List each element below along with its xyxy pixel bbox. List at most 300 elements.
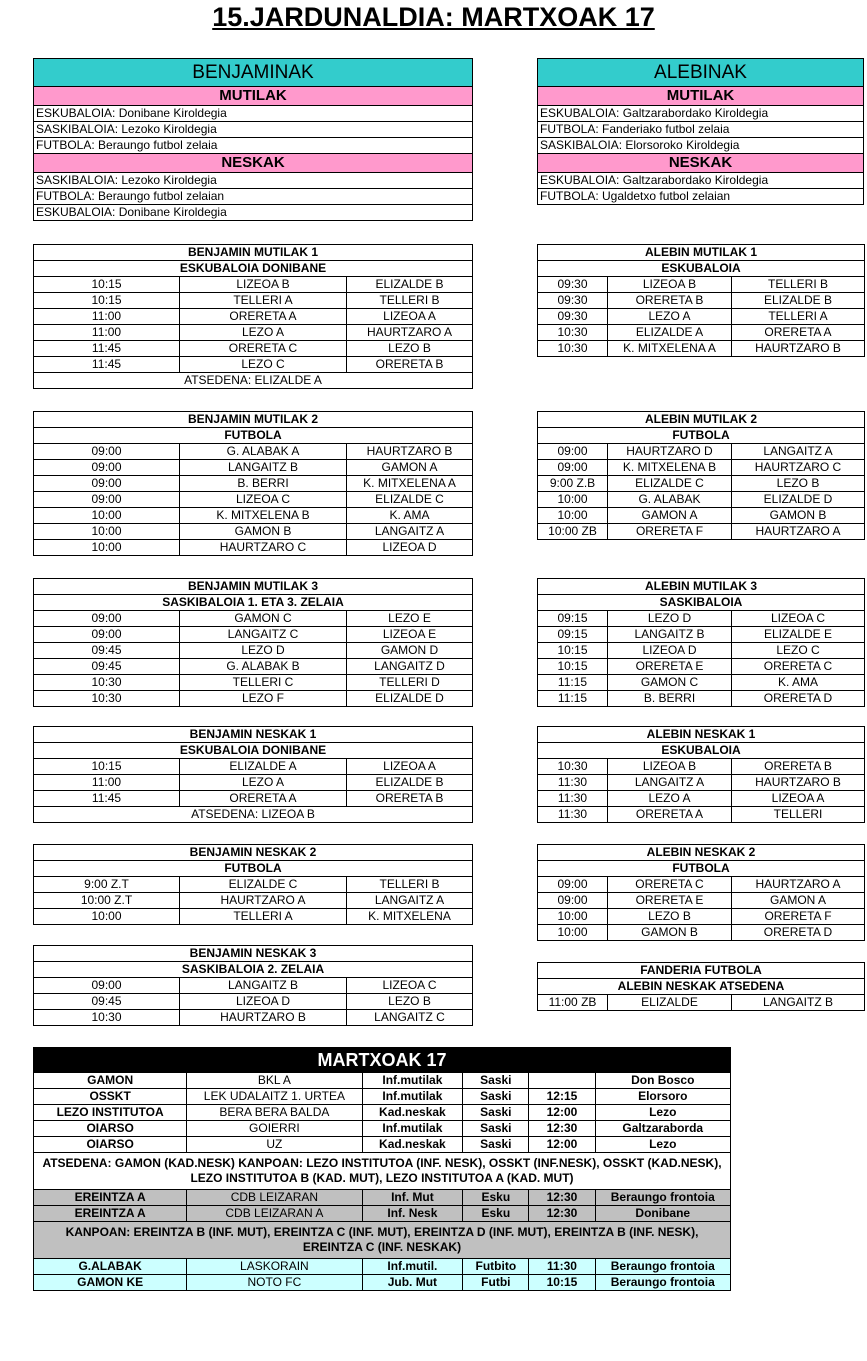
match-row: [538, 995, 865, 1011]
schedule-benjamin-mutilak-2: [33, 411, 473, 556]
away-team: LANGAITZ D: [347, 659, 473, 675]
schedule-benjamin-neskak-3: [33, 945, 473, 1026]
match-row: [34, 877, 473, 893]
match-row: [538, 460, 865, 476]
match-time: 09:45: [34, 659, 180, 675]
match-row: [538, 759, 865, 775]
match-row: [538, 611, 865, 627]
home-team: HAURTZARO A: [180, 893, 347, 909]
schedule-venue: FUTBOLA: [34, 861, 473, 877]
match-time: 10:00: [34, 909, 180, 925]
match-time: 09:00: [538, 877, 608, 893]
schedule-footer: ATSEDENA: ELIZALDE A: [34, 373, 473, 389]
home-team: OIARSO: [34, 1121, 187, 1137]
match-time: 09:15: [538, 611, 608, 627]
schedule-title: BENJAMIN MUTILAK 2: [34, 412, 473, 428]
match-row: [34, 524, 473, 540]
match-time: 10:30: [34, 691, 180, 707]
away-team: ELIZALDE D: [347, 691, 473, 707]
schedule-title: ALEBIN NESKAK 1: [538, 727, 865, 743]
home-team: LIZEOA B: [608, 759, 732, 775]
home-team: GAMON B: [180, 524, 347, 540]
fixture-row: [34, 1089, 731, 1105]
sport: Saski: [463, 1121, 529, 1137]
schedule-benjamin-neskak-2: [33, 844, 473, 925]
match-row: [34, 309, 473, 325]
schedule-alebin-mutilak-3: [537, 578, 865, 707]
home-team: ELIZALDE A: [180, 759, 347, 775]
match-time: 09:15: [538, 627, 608, 643]
match-row: [34, 978, 473, 994]
schedule-alebin-neskak-1: [537, 726, 865, 823]
home-team: GAMON KE: [34, 1275, 187, 1291]
away-team: HAURTZARO B: [732, 775, 865, 791]
match-row: [538, 444, 865, 460]
away-team: LIZEOA D: [347, 540, 473, 556]
sport: Saski: [463, 1137, 529, 1153]
match-row: [538, 877, 865, 893]
home-team: ORERETA E: [608, 893, 732, 909]
away-team: LANGAITZ B: [732, 995, 865, 1011]
schedule-venue: FUTBOLA: [538, 861, 865, 877]
match-row: [34, 293, 473, 309]
home-team: ORERETA C: [608, 877, 732, 893]
home-team: ELIZALDE C: [180, 877, 347, 893]
away-team: HAURTZARO B: [347, 444, 473, 460]
away-team: CDB LEIZARAN A: [187, 1206, 362, 1222]
away-team: TELLERI A: [732, 309, 865, 325]
schedule-venue: ALEBIN NESKAK ATSEDENA: [538, 979, 865, 995]
schedule-title: BENJAMIN MUTILAK 3: [34, 579, 473, 595]
match-row: [538, 659, 865, 675]
home-team: OSSKT: [34, 1089, 187, 1105]
fixture-row: [34, 1073, 731, 1089]
fixture-row: [34, 1105, 731, 1121]
match-time: 10:00: [538, 909, 608, 925]
schedule-fanderia-futbola: [537, 962, 865, 1011]
schedule-venue: SASKIBALOIA 1. ETA 3. ZELAIA: [34, 595, 473, 611]
away-team: TELLERI B: [732, 277, 865, 293]
match-time: 12:00: [529, 1105, 595, 1121]
home-team: LEZO F: [180, 691, 347, 707]
sport: Saski: [463, 1105, 529, 1121]
away-team: ELIZALDE B: [347, 277, 473, 293]
away-team: LASKORAIN: [187, 1259, 362, 1275]
away-team: LIZEOA A: [347, 309, 473, 325]
match-time: 10:00: [538, 492, 608, 508]
away-team: HAURTZARO A: [732, 524, 865, 540]
home-team: LIZEOA B: [608, 277, 732, 293]
home-team: LEZO INSTITUTOA: [34, 1105, 187, 1121]
sport: Saski: [463, 1073, 529, 1089]
match-time: 12:00: [529, 1137, 595, 1153]
away-team: GAMON A: [732, 893, 865, 909]
away-team: K. MITXELENA: [347, 909, 473, 925]
away-team: ORERETA C: [732, 659, 865, 675]
category: Inf. Nesk: [362, 1206, 463, 1222]
match-time: 11:15: [538, 675, 608, 691]
schedule-venue: SASKIBALOIA 2. ZELAIA: [34, 962, 473, 978]
match-time: 09:00: [34, 476, 180, 492]
home-team: LEZO A: [180, 325, 347, 341]
match-time: 09:00: [34, 978, 180, 994]
home-team: B. BERRI: [608, 691, 732, 707]
match-time: 09:00: [538, 460, 608, 476]
venue-item: SASKIBALOIA: Lezoko Kiroldegia: [34, 122, 473, 138]
away-team: LANGAITZ A: [732, 444, 865, 460]
match-time: 09:45: [34, 643, 180, 659]
schedule-title: BENJAMIN MUTILAK 1: [34, 245, 473, 261]
home-team: G.ALABAK: [34, 1259, 187, 1275]
match-row: [538, 627, 865, 643]
match-row: [538, 893, 865, 909]
away-team: ORERETA D: [732, 691, 865, 707]
home-team: G. ALABAK B: [180, 659, 347, 675]
match-row: [34, 460, 473, 476]
schedule-alebin-mutilak-1: [537, 244, 865, 357]
match-time: 12:15: [529, 1089, 595, 1105]
home-team: LEZO B: [608, 909, 732, 925]
match-time: 10:00: [34, 524, 180, 540]
match-time: [529, 1073, 595, 1089]
match-row: [538, 508, 865, 524]
match-row: [538, 675, 865, 691]
page-title: 15.JARDUNALDIA: MARTXOAK 17: [212, 2, 655, 32]
match-row: [538, 277, 865, 293]
match-row: [34, 627, 473, 643]
home-team: LIZEOA B: [180, 277, 347, 293]
away-team: HAURTZARO B: [732, 341, 865, 357]
away-team: LEK UDALAITZ 1. URTEA: [187, 1089, 362, 1105]
match-row: [34, 508, 473, 524]
category: Inf. Mut: [362, 1190, 463, 1206]
match-row: [538, 524, 865, 540]
home-team: LANGAITZ C: [180, 627, 347, 643]
away-team: LIZEOA C: [732, 611, 865, 627]
schedule-venue: FUTBOLA: [34, 428, 473, 444]
match-row: [538, 925, 865, 941]
away-team: HAURTZARO A: [732, 877, 865, 893]
away-team: CDB LEIZARAN: [187, 1190, 362, 1206]
away-team: ORERETA B: [732, 759, 865, 775]
home-team: G. ALABAK: [608, 492, 732, 508]
match-time: 11:45: [34, 357, 180, 373]
match-time: 09:30: [538, 277, 608, 293]
home-team: LANGAITZ B: [180, 978, 347, 994]
away-team: LANGAITZ A: [347, 893, 473, 909]
schedule-title: BENJAMIN NESKAK 3: [34, 946, 473, 962]
sport: Futbito: [463, 1259, 529, 1275]
schedule-title: BENJAMIN NESKAK 1: [34, 727, 473, 743]
away-team: ELIZALDE D: [732, 492, 865, 508]
category: Inf.mutil.: [362, 1259, 463, 1275]
match-time: 10:15: [34, 277, 180, 293]
venue-item: FUTBOLA: Beraungo futbol zelaia: [34, 138, 473, 154]
match-time: 11:00: [34, 309, 180, 325]
benjaminak-venues: [33, 58, 473, 221]
home-team: LANGAITZ A: [608, 775, 732, 791]
venue-item: FUTBOLA: Ugaldetxo futbol zelaian: [538, 189, 864, 205]
match-time: 11:45: [34, 791, 180, 807]
match-row: [538, 341, 865, 357]
location: Lezo: [595, 1137, 730, 1153]
home-team: LANGAITZ B: [180, 460, 347, 476]
match-time: 10:30: [34, 675, 180, 691]
fixture-row: [34, 1206, 731, 1222]
away-team: UZ: [187, 1137, 362, 1153]
match-row: [34, 444, 473, 460]
away-team: GAMON A: [347, 460, 473, 476]
home-team: LIZEOA C: [180, 492, 347, 508]
category: Kad.neskak: [362, 1105, 463, 1121]
home-team: EREINTZA A: [34, 1190, 187, 1206]
home-team: EREINTZA A: [34, 1206, 187, 1222]
home-team: HAURTZARO D: [608, 444, 732, 460]
match-row: [34, 675, 473, 691]
match-time: 10:00: [538, 508, 608, 524]
match-row: [34, 357, 473, 373]
match-row: [34, 540, 473, 556]
away-team: K. MITXELENA A: [347, 476, 473, 492]
away-team: TELLERI B: [347, 877, 473, 893]
match-time: 10:00: [538, 925, 608, 941]
schedule-title: FANDERIA FUTBOLA: [538, 963, 865, 979]
away-team: LEZO B: [347, 341, 473, 357]
away-team: LIZEOA C: [347, 978, 473, 994]
away-team: ELIZALDE C: [347, 492, 473, 508]
schedule-title: BENJAMIN NESKAK 2: [34, 845, 473, 861]
schedule-venue: FUTBOLA: [538, 428, 865, 444]
category: Kad.neskak: [362, 1137, 463, 1153]
alebinak-header: ALEBINAK: [538, 59, 864, 87]
martxoak-header: MARTXOAK 17: [34, 1048, 731, 1073]
home-team: HAURTZARO B: [180, 1010, 347, 1026]
category: Jub. Mut: [362, 1275, 463, 1291]
fixture-row: [34, 1121, 731, 1137]
match-time: 12:30: [529, 1190, 595, 1206]
away-team: ORERETA F: [732, 909, 865, 925]
match-time: 10:00: [34, 508, 180, 524]
sport: Esku: [463, 1190, 529, 1206]
home-team: LEZO D: [608, 611, 732, 627]
match-time: 09:00: [34, 492, 180, 508]
home-team: OIARSO: [34, 1137, 187, 1153]
home-team: LANGAITZ B: [608, 627, 732, 643]
location: Donibane: [595, 1206, 730, 1222]
home-team: ORERETA E: [608, 659, 732, 675]
match-row: [34, 277, 473, 293]
away-team: NOTO FC: [187, 1275, 362, 1291]
schedule-venue: SASKIBALOIA: [538, 595, 865, 611]
home-team: LEZO C: [180, 357, 347, 373]
alebinak-neskak-label: NESKAK: [538, 154, 864, 173]
match-time: 10:15: [34, 759, 180, 775]
match-row: [34, 643, 473, 659]
match-time: 10:30: [34, 1010, 180, 1026]
home-team: GAMON: [34, 1073, 187, 1089]
match-row: [34, 893, 473, 909]
match-time: 10:15: [538, 659, 608, 675]
match-time: 11:45: [34, 341, 180, 357]
away-team: ORERETA A: [732, 325, 865, 341]
match-time: 10:00: [34, 540, 180, 556]
match-time: 09:00: [34, 460, 180, 476]
home-team: ORERETA A: [180, 309, 347, 325]
match-row: [34, 325, 473, 341]
away-team: GOIERRI: [187, 1121, 362, 1137]
benjaminak-mutilak-label: MUTILAK: [34, 87, 473, 106]
home-team: GAMON A: [608, 508, 732, 524]
schedule-title: ALEBIN MUTILAK 2: [538, 412, 865, 428]
match-row: [538, 476, 865, 492]
home-team: ORERETA F: [608, 524, 732, 540]
away-team: ELIZALDE E: [732, 627, 865, 643]
match-time: 09:00: [538, 893, 608, 909]
category: Inf.mutilak: [362, 1089, 463, 1105]
away-team: LIZEOA E: [347, 627, 473, 643]
match-time: 10:15: [538, 643, 608, 659]
match-time: 11:00: [34, 325, 180, 341]
match-time: 09:00: [538, 444, 608, 460]
away-team: TELLERI D: [347, 675, 473, 691]
home-team: LEZO A: [608, 309, 732, 325]
away-team: LEZO B: [347, 994, 473, 1010]
home-team: LEZO A: [180, 775, 347, 791]
match-row: [34, 791, 473, 807]
match-row: [538, 909, 865, 925]
match-row: [34, 611, 473, 627]
fixture-note: KANPOAN: EREINTZA B (INF. MUT), EREINTZA C (INF. MUT), EREINTZA D (INF. MUT), EREINTZA B (INF. NESK), EREINTZA C (INF. NESKAK): [34, 1222, 731, 1259]
home-team: GAMON C: [608, 675, 732, 691]
venue-item: SASKIBALOIA: Lezoko Kiroldegia: [34, 173, 473, 189]
away-team: LEZO C: [732, 643, 865, 659]
match-time: 10:30: [538, 325, 608, 341]
match-time: 12:30: [529, 1121, 595, 1137]
match-time: 09:00: [34, 627, 180, 643]
away-team: LEZO E: [347, 611, 473, 627]
away-team: LIZEOA A: [347, 759, 473, 775]
home-team: B. BERRI: [180, 476, 347, 492]
fixture-row: [34, 1259, 731, 1275]
home-team: GAMON B: [608, 925, 732, 941]
match-time: 10:30: [538, 341, 608, 357]
home-team: TELLERI A: [180, 293, 347, 309]
home-team: ORERETA A: [608, 807, 732, 823]
away-team: K. AMA: [732, 675, 865, 691]
match-row: [34, 691, 473, 707]
match-row: [538, 325, 865, 341]
venue-item: FUTBOLA: Beraungo futbol zelaian: [34, 189, 473, 205]
match-row: [538, 492, 865, 508]
home-team: TELLERI A: [180, 909, 347, 925]
schedule-venue: ESKUBALOIA DONIBANE: [34, 743, 473, 759]
match-time: 09:00: [34, 611, 180, 627]
home-team: ORERETA A: [180, 791, 347, 807]
match-row: [34, 341, 473, 357]
venue-item: FUTBOLA: Fanderiako futbol zelaia: [538, 122, 864, 138]
match-row: [538, 293, 865, 309]
match-time: 10:00 ZB: [538, 524, 608, 540]
venue-item: SASKIBALOIA: Elorsoroko Kiroldegia: [538, 138, 864, 154]
venue-item: ESKUBALOIA: Galtzarabordako Kiroldegia: [538, 106, 864, 122]
location: Don Bosco: [595, 1073, 730, 1089]
match-row: [538, 775, 865, 791]
away-team: ELIZALDE B: [732, 293, 865, 309]
category: Inf.mutilak: [362, 1073, 463, 1089]
home-team: K. MITXELENA A: [608, 341, 732, 357]
match-row: [34, 909, 473, 925]
match-row: [538, 309, 865, 325]
location: Galtzaraborda: [595, 1121, 730, 1137]
away-team: BKL A: [187, 1073, 362, 1089]
schedule-alebin-mutilak-2: [537, 411, 865, 540]
benjaminak-neskak-label: NESKAK: [34, 154, 473, 173]
venue-item: ESKUBALOIA: Donibane Kiroldegia: [34, 106, 473, 122]
schedule-title: ALEBIN NESKAK 2: [538, 845, 865, 861]
venue-item: ESKUBALOIA: Donibane Kiroldegia: [34, 205, 473, 221]
match-row: [34, 492, 473, 508]
benjaminak-header: BENJAMINAK: [34, 59, 473, 87]
match-row: [34, 994, 473, 1010]
match-time: 11:30: [538, 791, 608, 807]
away-team: K. AMA: [347, 508, 473, 524]
match-row: [34, 1010, 473, 1026]
away-team: ORERETA B: [347, 357, 473, 373]
martxoak-table: [33, 1047, 731, 1291]
away-team: GAMON D: [347, 643, 473, 659]
away-team: LANGAITZ C: [347, 1010, 473, 1026]
match-time: 12:30: [529, 1206, 595, 1222]
away-team: HAURTZARO A: [347, 325, 473, 341]
home-team: GAMON C: [180, 611, 347, 627]
match-time: 10:15: [34, 293, 180, 309]
location: Elorsoro: [595, 1089, 730, 1105]
away-team: TELLERI: [732, 807, 865, 823]
fixture-note: ATSEDENA: GAMON (KAD.NESK) KANPOAN: LEZO INSTITUTOA (INF. NESK), OSSKT (INF.NESK), OSSKT (KAD.NESK), LEZO INSTITUTOA B (KAD. MUT), LEZO INSTITUTOA A (KAD. MUT): [34, 1153, 731, 1190]
home-team: HAURTZARO C: [180, 540, 347, 556]
home-team: LEZO D: [180, 643, 347, 659]
sport: Futbi: [463, 1275, 529, 1291]
match-time: 9:00 Z.B: [538, 476, 608, 492]
home-team: ELIZALDE A: [608, 325, 732, 341]
match-row: [538, 643, 865, 659]
schedule-benjamin-neskak-1: [33, 726, 473, 823]
fixture-row: [34, 1190, 731, 1206]
schedule-footer: ATSEDENA: LIZEOA B: [34, 807, 473, 823]
home-team: ELIZALDE: [608, 995, 732, 1011]
alebinak-mutilak-label: MUTILAK: [538, 87, 864, 106]
away-team: HAURTZARO C: [732, 460, 865, 476]
match-row: [34, 775, 473, 791]
home-team: G. ALABAK A: [180, 444, 347, 460]
category: Inf.mutilak: [362, 1121, 463, 1137]
away-team: ELIZALDE B: [347, 775, 473, 791]
location: Lezo: [595, 1105, 730, 1121]
away-team: LEZO B: [732, 476, 865, 492]
schedule-benjamin-mutilak-1: [33, 244, 473, 389]
fixture-row: [34, 1275, 731, 1291]
fixture-row: [34, 1137, 731, 1153]
match-time: 11:30: [538, 807, 608, 823]
home-team: LIZEOA D: [608, 643, 732, 659]
match-row: [538, 691, 865, 707]
home-team: ELIZALDE C: [608, 476, 732, 492]
match-time: 09:45: [34, 994, 180, 1010]
match-time: 11:30: [538, 775, 608, 791]
match-row: [34, 659, 473, 675]
home-team: LEZO A: [608, 791, 732, 807]
home-team: ORERETA C: [180, 341, 347, 357]
